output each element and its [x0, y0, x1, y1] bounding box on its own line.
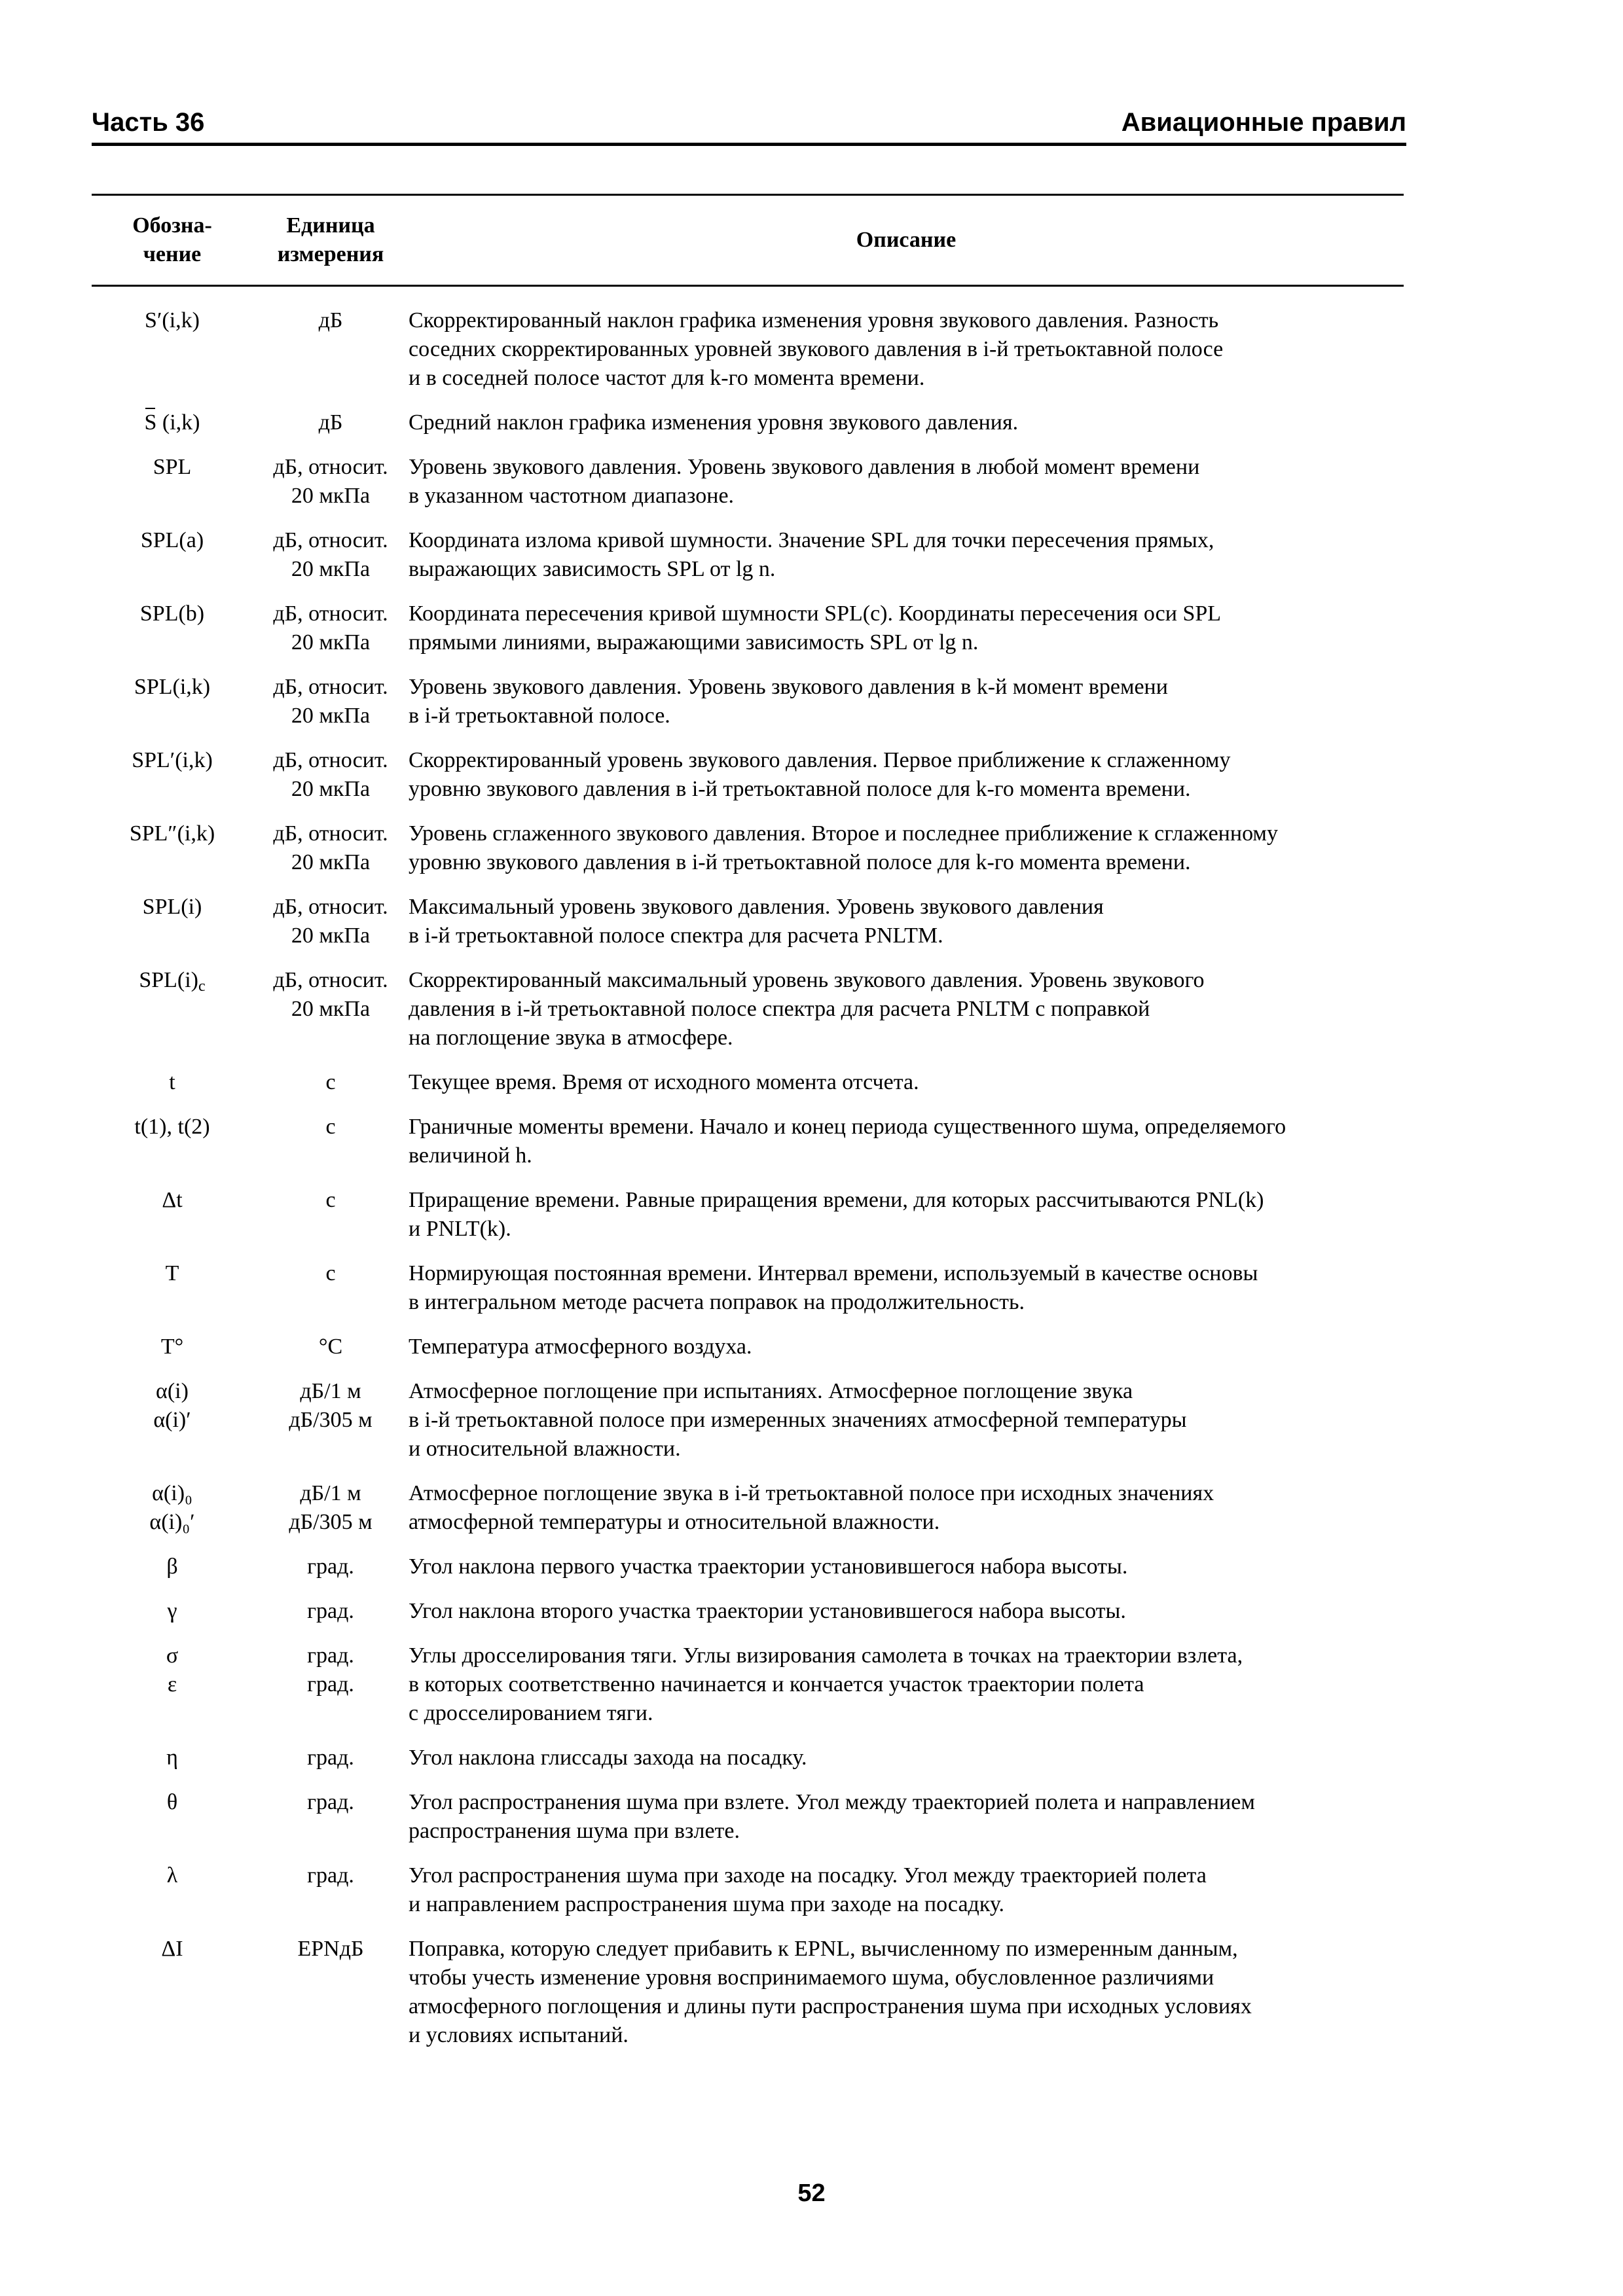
description-line: прямыми линиями, выражающими зависимость SPL от lg n.: [409, 630, 979, 655]
column-header-line: чение: [143, 242, 202, 266]
description-line: Уровень звукового давления. Уровень звукового давления в любой момент времени: [409, 455, 1200, 479]
symbol-cell: [92, 408, 253, 437]
unit-line: 20 мкПа: [291, 924, 371, 948]
description-line: Средний наклон графика изменения уровня звукового давления.: [409, 410, 1019, 435]
symbol-line: α(i)₀′: [149, 1510, 195, 1534]
symbol: [92, 673, 253, 702]
description-line: атмосферной температуры и относительной влажности.: [409, 1510, 940, 1534]
description-line: Поправка, которую следует прибавить к EPNL, вычисленному по измеренным данным,: [409, 1937, 1238, 1961]
unit-line: °C: [318, 1335, 343, 1359]
table-row: [92, 1113, 1404, 1170]
table-row: [92, 1861, 1404, 1919]
description-cell: [409, 306, 1404, 393]
symbol: [92, 1113, 253, 1141]
description-cell: [409, 673, 1404, 730]
description-line: Скорректированный наклон графика изменения уровня звукового давления. Разность: [409, 308, 1219, 332]
symbol-text: T°: [160, 1335, 184, 1359]
description-cell: [409, 746, 1404, 804]
symbol-text: t(1), t(2): [134, 1115, 210, 1139]
column-header-line: Описание: [856, 228, 957, 252]
symbol-cell: [92, 1744, 253, 1772]
symbol-cell: [92, 1068, 253, 1097]
table-row: [92, 1068, 1404, 1097]
table-row: [92, 306, 1404, 393]
symbol: [92, 1597, 253, 1626]
description-cell: [409, 1744, 1404, 1772]
description-line: Скорректированный максимальный уровень звукового давления. Уровень звукового: [409, 968, 1205, 992]
unit-cell: [253, 1935, 409, 1964]
symbol-text: T: [165, 1261, 179, 1285]
column-header: [253, 211, 409, 269]
column-header-line: Единица: [286, 213, 375, 238]
symbol-cell: [92, 1259, 253, 1288]
unit-cell: [253, 1186, 409, 1215]
symbol: [92, 306, 253, 335]
unit-line: 20 мкПа: [291, 997, 371, 1021]
symbol: [92, 1788, 253, 1817]
description-cell: [409, 819, 1404, 877]
description-cell: [409, 1186, 1404, 1244]
column-header: [409, 226, 1404, 255]
symbol: [92, 966, 253, 1001]
unit-line: град.: [307, 1554, 354, 1579]
description-line: Углы дросселирования тяги. Углы визирования самолета в точках на траектории взлета,: [409, 1643, 1243, 1668]
unit-line: 20 мкПа: [291, 777, 371, 801]
symbol-text: SPL(i,k): [134, 675, 211, 699]
unit-cell: [253, 1744, 409, 1772]
description-line: в i-й третьоктавной полосе спектра для расчета PNLTM.: [409, 924, 943, 948]
page-number: 52: [797, 2179, 826, 2207]
unit-line: дБ/305 м: [289, 1510, 373, 1534]
description-line: Текущее время. Время от исходного момента отсчета.: [409, 1070, 919, 1094]
description-line: Угол наклона первого участка траектории установившегося набора высоты.: [409, 1554, 1128, 1579]
description-line: в которых соответственно начинается и кончается участок траектории полета: [409, 1672, 1144, 1696]
description-line: Координата излома кривой шумности. Значение SPL для точки пересечения прямых,: [409, 528, 1214, 552]
symbol-line: ε: [167, 1672, 177, 1696]
unit-cell: [253, 1552, 409, 1581]
description-line: Угол распространения шума при взлете. Угол между траекторией полета и направлением: [409, 1790, 1255, 1814]
table-row: [92, 746, 1404, 804]
symbol: [92, 819, 253, 848]
unit-line: дБ/1 м: [300, 1481, 361, 1505]
unit-line: град.: [307, 1672, 354, 1696]
unit-line: 20 мкПа: [291, 850, 371, 874]
table-row: [92, 1479, 1404, 1537]
symbol-cell: [92, 600, 253, 628]
unit-line: 20 мкПа: [291, 557, 371, 581]
unit-line: с: [325, 1188, 336, 1212]
unit-line: дБ, относит.: [273, 821, 388, 846]
description-line: выражающих зависимость SPL от lg n.: [409, 557, 776, 581]
table-row: [92, 1552, 1404, 1581]
symbol-cell: [92, 306, 253, 335]
description-line: Температура атмосферного воздуха.: [409, 1335, 752, 1359]
symbol-cell: [92, 819, 253, 848]
symbol: [92, 1186, 253, 1215]
symbol-cell: [92, 1479, 253, 1537]
description-line: и направлением распространения шума при заходе на посадку.: [409, 1892, 1004, 1916]
table-row: [92, 1788, 1404, 1846]
unit-line: дБ, относит.: [273, 455, 388, 479]
symbol-text: SPL(i): [139, 968, 199, 992]
table-header: [92, 196, 1404, 285]
unit-cell: [253, 1641, 409, 1699]
symbol-cell: [92, 1597, 253, 1626]
unit-line: град.: [307, 1863, 354, 1888]
symbol-cell: [92, 1377, 253, 1435]
table-row: [92, 1935, 1404, 2050]
unit-line: дБ/305 м: [289, 1408, 373, 1432]
description-line: с дросселированием тяги.: [409, 1701, 653, 1725]
symbol-text: (i,k): [156, 410, 200, 435]
unit-line: с: [325, 1070, 336, 1094]
unit-cell: [253, 1068, 409, 1097]
unit-cell: [253, 1377, 409, 1435]
symbol-text: γ: [167, 1599, 177, 1623]
symbol-cell: [92, 453, 253, 482]
symbol-text: SPL(i): [142, 895, 202, 919]
column-header: [92, 211, 253, 269]
symbol-overbar: S: [144, 408, 156, 437]
description-cell: [409, 1788, 1404, 1846]
unit-line: 20 мкПа: [291, 704, 371, 728]
description-line: Нормирующая постоянная времени. Интервал времени, используемый в качестве основы: [409, 1261, 1258, 1285]
table-row: [92, 819, 1404, 877]
symbol-text: λ: [166, 1863, 178, 1888]
unit-cell: [253, 1861, 409, 1890]
description-line: Скорректированный уровень звукового давления. Первое приближение к сглаженному: [409, 748, 1231, 772]
symbol-cell: [92, 1552, 253, 1581]
symbol-cell: [92, 1861, 253, 1890]
symbol-line: α(i): [156, 1379, 189, 1403]
unit-line: дБ, относит.: [273, 601, 388, 626]
description-cell: [409, 966, 1404, 1052]
description-line: в интегральном методе расчета поправок на продолжительность.: [409, 1290, 1025, 1314]
description-line: и относительной влажности.: [409, 1437, 681, 1461]
unit-cell: [253, 746, 409, 804]
unit-cell: [253, 600, 409, 657]
symbol: [92, 453, 253, 482]
unit-cell: [253, 306, 409, 335]
table-row: [92, 1377, 1404, 1463]
unit-cell: [253, 1788, 409, 1817]
unit-line: дБ/1 м: [300, 1379, 361, 1403]
description-cell: [409, 453, 1404, 511]
unit-line: град.: [307, 1599, 354, 1623]
description-cell: [409, 1259, 1404, 1317]
symbol: [92, 1935, 253, 1964]
description-line: распространения шума при взлете.: [409, 1819, 740, 1843]
description-line: величиной h.: [409, 1143, 532, 1168]
unit-line: дБ, относит.: [273, 528, 388, 552]
symbol-text: SPL: [153, 455, 192, 479]
symbols-table: [92, 194, 1404, 2066]
symbol: [92, 1333, 253, 1361]
symbol-cell: [92, 966, 253, 1001]
table-row: [92, 1333, 1404, 1361]
description-line: давления в i-й третьоктавной полосе спектра для расчета PNLTM с поправкой: [409, 997, 1150, 1021]
symbol-cell: [92, 746, 253, 775]
table-row: [92, 600, 1404, 657]
unit-cell: [253, 966, 409, 1024]
unit-line: град.: [307, 1790, 354, 1814]
symbol: [92, 600, 253, 628]
unit-cell: [253, 1597, 409, 1626]
description-cell: [409, 600, 1404, 657]
running-header-title: Авиационные правил: [1121, 108, 1406, 137]
symbol: [92, 1861, 253, 1890]
table-row: [92, 1259, 1404, 1317]
symbol-cell: [92, 526, 253, 555]
table-row: [92, 1744, 1404, 1772]
symbol: [92, 1068, 253, 1097]
symbol: [92, 526, 253, 555]
unit-cell: [253, 673, 409, 730]
symbol-text: SPL(b): [139, 601, 205, 626]
table-row: [92, 453, 1404, 511]
description-line: Атмосферное поглощение при испытаниях. Атмосферное поглощение звука: [409, 1379, 1133, 1403]
symbol: [92, 1259, 253, 1288]
description-cell: [409, 1479, 1404, 1537]
table-row: [92, 1186, 1404, 1244]
unit-line: град.: [307, 1746, 354, 1770]
unit-cell: [253, 1479, 409, 1537]
symbol-text: S′(i,k): [145, 308, 200, 332]
description-line: в i-й третьоктавной полосе.: [409, 704, 670, 728]
unit-line: дБ, относит.: [273, 748, 388, 772]
symbol: [92, 1552, 253, 1581]
table-row: [92, 526, 1404, 584]
description-cell: [409, 408, 1404, 437]
symbol-text: SPL′(i,k): [132, 748, 213, 772]
symbol: [92, 408, 253, 437]
unit-line: с: [325, 1261, 336, 1285]
symbol-cell: [92, 673, 253, 702]
unit-line: EPNдБ: [297, 1937, 364, 1961]
description-cell: [409, 1068, 1404, 1097]
description-line: Граничные моменты времени. Начало и конец периода существенного шума, определяемого: [409, 1115, 1286, 1139]
unit-line: град.: [307, 1643, 354, 1668]
unit-cell: [253, 453, 409, 511]
table-body: [92, 287, 1404, 2050]
description-line: Приращение времени. Равные приращения времени, для которых рассчитываются PNL(k): [409, 1188, 1264, 1212]
symbol-text: t: [169, 1070, 175, 1094]
description-line: Координата пересечения кривой шумности SPL(c). Координаты пересечения оси SPL: [409, 601, 1222, 626]
description-cell: [409, 893, 1404, 950]
symbol-cell: [92, 1641, 253, 1699]
symbol-text: β: [166, 1554, 178, 1579]
symbol-cell: [92, 893, 253, 922]
unit-line: дБ: [318, 410, 343, 435]
description-cell: [409, 1377, 1404, 1463]
symbol: [92, 746, 253, 775]
unit-line: дБ, относит.: [273, 968, 388, 992]
symbol: [92, 1744, 253, 1772]
symbol-line: α(i)₀: [152, 1481, 192, 1505]
symbol-text: ΔI: [161, 1937, 183, 1961]
symbol-subscript: c: [198, 978, 206, 995]
symbol-line: σ: [166, 1643, 179, 1668]
description-line: Угол наклона глиссады захода на посадку.: [409, 1746, 807, 1770]
header-rule: [92, 143, 1406, 146]
symbol-text: SPL″(i,k): [129, 821, 215, 846]
description-cell: [409, 1935, 1404, 2050]
table-row: [92, 1597, 1404, 1626]
description-line: в указанном частотном диапазоне.: [409, 484, 735, 508]
symbol-cell: [92, 1333, 253, 1361]
unit-cell: [253, 408, 409, 437]
symbol-line: α(i)′: [153, 1408, 191, 1432]
unit-cell: [253, 1113, 409, 1141]
description-cell: [409, 1552, 1404, 1581]
description-cell: [409, 526, 1404, 584]
description-line: уровню звукового давления в i-й третьоктавной полосе для k-го момента времени.: [409, 777, 1191, 801]
symbol-cell: [92, 1186, 253, 1215]
symbol-cell: [92, 1788, 253, 1817]
description-line: на поглощение звука в атмосфере.: [409, 1026, 733, 1050]
description-line: Уровень звукового давления. Уровень звукового давления в k-й момент времени: [409, 675, 1168, 699]
unit-line: 20 мкПа: [291, 484, 371, 508]
unit-line: 20 мкПа: [291, 630, 371, 655]
description-line: атмосферного поглощения и длины пути распространения шума при исходных условиях: [409, 1994, 1252, 2018]
table-row: [92, 1641, 1404, 1728]
unit-cell: [253, 1259, 409, 1288]
unit-line: с: [325, 1115, 336, 1139]
unit-cell: [253, 526, 409, 584]
description-line: Угол распространения шума при заходе на посадку. Угол между траекторией полета: [409, 1863, 1207, 1888]
symbol: [92, 893, 253, 922]
symbol-text: Δt: [162, 1188, 183, 1212]
description-cell: [409, 1597, 1404, 1626]
unit-cell: [253, 893, 409, 950]
symbol-cell: [92, 1113, 253, 1141]
description-line: в i-й третьоктавной полосе при измеренных значениях атмосферной температуры: [409, 1408, 1187, 1432]
description-line: и условиях испытаний.: [409, 2023, 629, 2047]
description-line: соседних скорректированных уровней звукового давления в i-й третьоктавной полосе: [409, 337, 1224, 361]
table-row: [92, 408, 1404, 437]
description-cell: [409, 1641, 1404, 1728]
symbol-text: SPL(a): [140, 528, 204, 552]
symbol-text: η: [166, 1746, 178, 1770]
unit-line: дБ: [318, 308, 343, 332]
column-header-line: Обозна-: [132, 213, 212, 238]
unit-line: дБ, относит.: [273, 895, 388, 919]
description-cell: [409, 1861, 1404, 1919]
running-header-part: Часть 36: [92, 108, 205, 137]
description-line: Угол наклона второго участка траектории установившегося набора высоты.: [409, 1599, 1126, 1623]
table-row: [92, 673, 1404, 730]
description-cell: [409, 1113, 1404, 1170]
description-cell: [409, 1333, 1404, 1361]
description-line: чтобы учесть изменение уровня воспринимаемого шума, обусловленное различиями: [409, 1965, 1214, 1990]
symbol-cell: [92, 1935, 253, 1964]
table-row: [92, 966, 1404, 1052]
description-line: и PNLT(k).: [409, 1217, 511, 1241]
description-line: Атмосферное поглощение звука в i-й третьоктавной полосе при исходных значениях: [409, 1481, 1214, 1505]
unit-line: дБ, относит.: [273, 675, 388, 699]
unit-cell: [253, 1333, 409, 1361]
column-header-line: измерения: [277, 242, 384, 266]
table-row: [92, 893, 1404, 950]
symbol-text: θ: [166, 1790, 178, 1814]
description-line: Уровень сглаженного звукового давления. Второе и последнее приближение к сглаженному: [409, 821, 1278, 846]
description-line: Максимальный уровень звукового давления. Уровень звукового давления: [409, 895, 1104, 919]
unit-cell: [253, 819, 409, 877]
description-line: уровню звукового давления в i-й третьоктавной полосе для k-го момента времени.: [409, 850, 1191, 874]
description-line: и в соседней полосе частот для k-го момента времени.: [409, 366, 925, 390]
